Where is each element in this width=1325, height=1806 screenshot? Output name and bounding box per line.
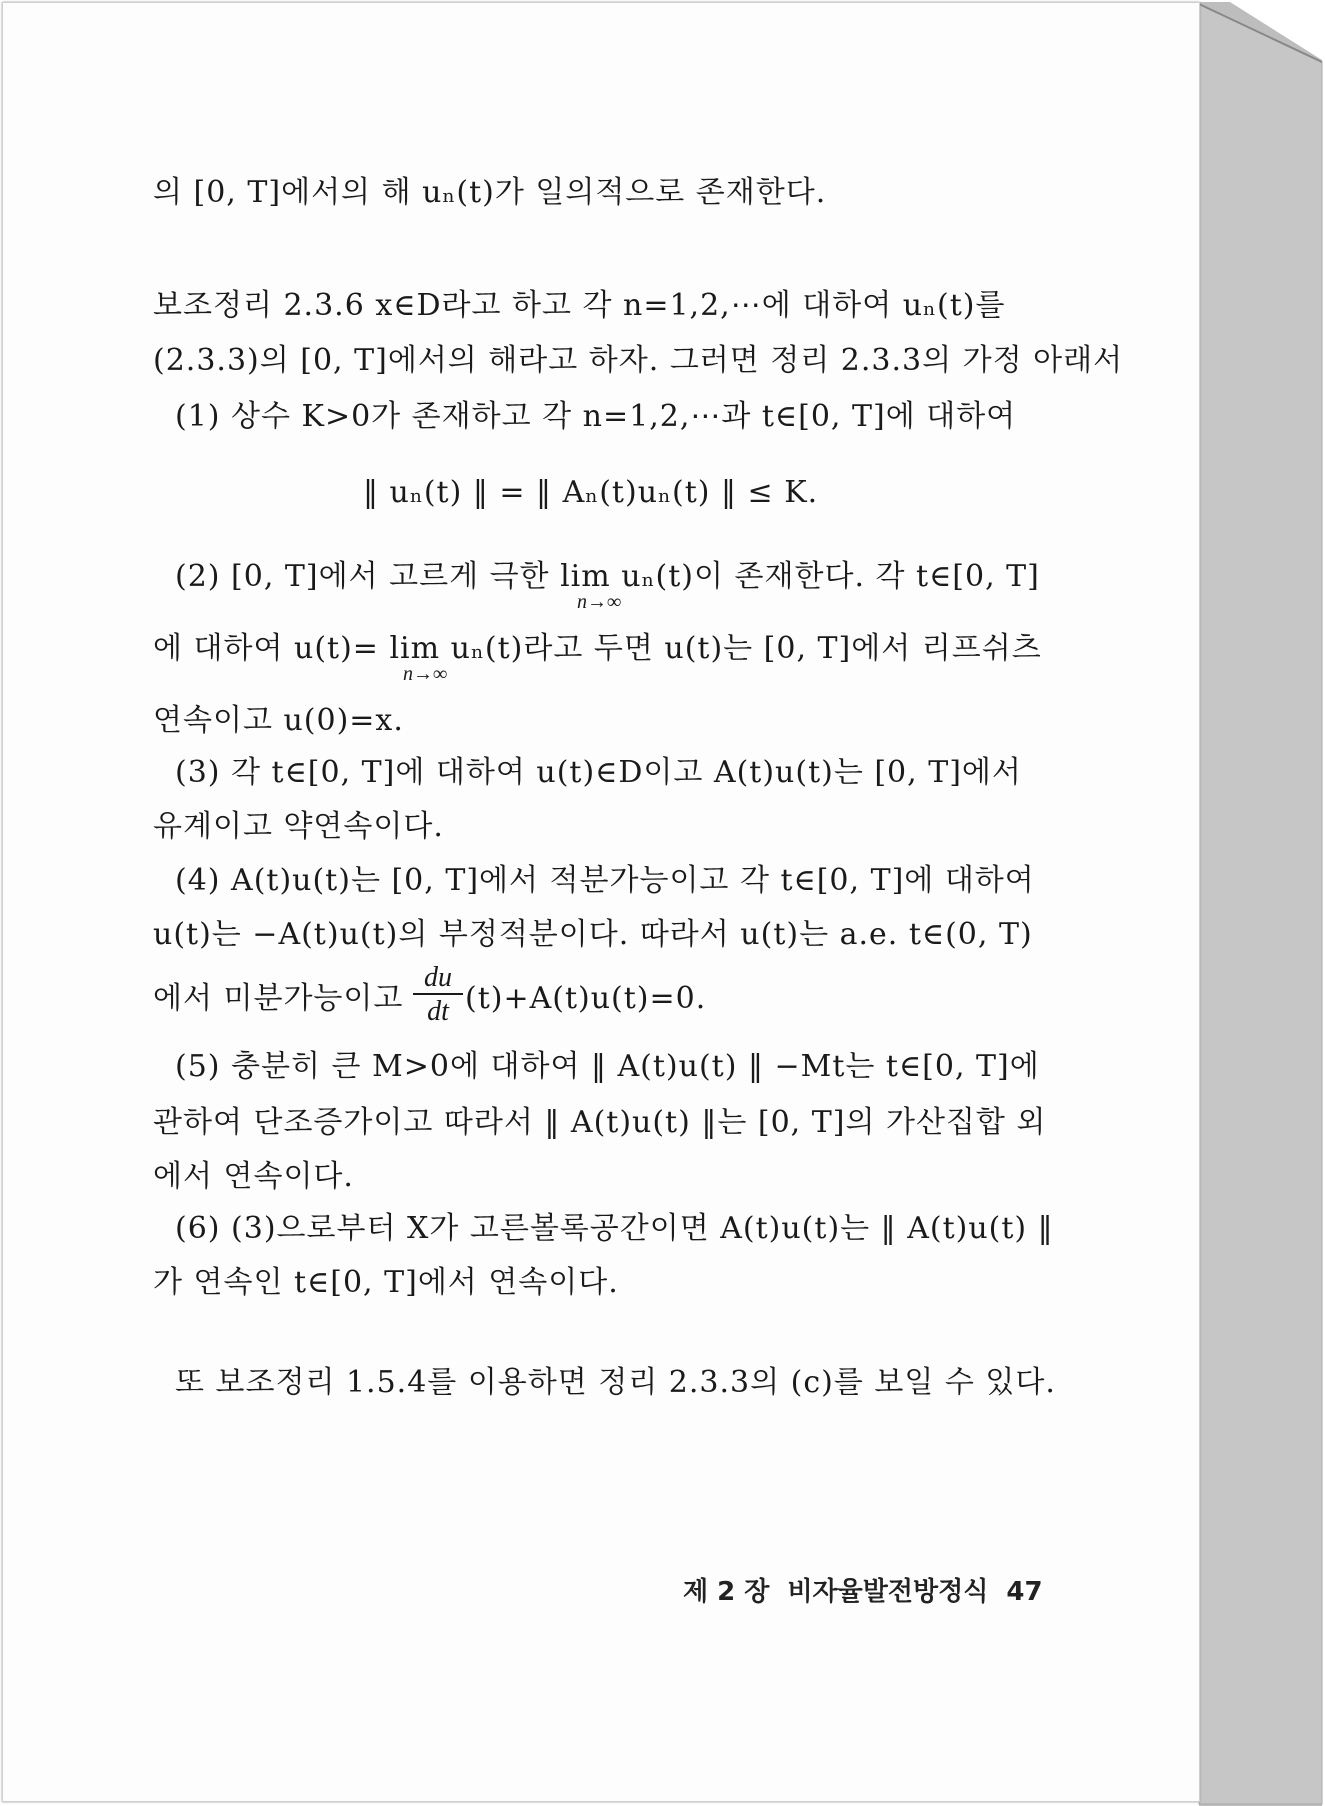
fraction-denominator: dt	[427, 996, 449, 1027]
page-number: 47	[1006, 1577, 1043, 1607]
fraction-numerator: du	[413, 963, 463, 995]
text-line-8: 연속이고 u(0)=x.	[153, 703, 404, 738]
text-line-15: 관하여 단조증가이고 따라서 ‖ A(t)u(t) ‖는 [0, T]의 가산집합 외	[153, 1105, 1047, 1140]
closing-sentence: 또 보조정리 1.5.4를 이용하면 정리 2.3.3의 (c)를 보일 수 있다.	[175, 1365, 1056, 1400]
book-page	[2, 2, 1200, 1802]
footer-chapter-title: 비자율발전방정식	[787, 1577, 989, 1607]
limit-subscript-2: n→∞	[403, 663, 448, 685]
limit-subscript-1: n→∞	[577, 591, 622, 613]
text-line-7: 에 대하여 u(t)= lim uₙ(t)라고 두면 u(t)는 [0, T]에서 리프쉬츠	[153, 631, 1042, 666]
item-3-line: (3) 각 t∈[0, T]에 대하여 u(t)∈D이고 A(t)u(t)는 [0, T]에서	[175, 755, 1022, 790]
lemma-heading-line: 보조정리 2.3.6 x∈D라고 하고 각 n=1,2,⋯에 대하여 uₙ(t)를	[153, 288, 1006, 323]
text-line-18: 가 연속인 t∈[0, T]에서 연속이다.	[153, 1265, 619, 1300]
equation-norm-bound: ‖ uₙ(t) ‖ = ‖ Aₙ(t)uₙ(t) ‖ ≤ K.	[363, 475, 819, 510]
item-6-line: (6) (3)으로부터 X가 고른볼록공간이면 A(t)u(t)는 ‖ A(t)u(t) ‖	[175, 1211, 1054, 1246]
footer-chapter: 제 2 장	[683, 1577, 770, 1607]
text-line-10: 유계이고 약연속이다.	[153, 809, 444, 844]
text-line-12: u(t)는 −A(t)u(t)의 부정적분이다. 따라서 u(t)는 a.e. t∈(0, T)	[153, 917, 1033, 952]
text-line-3: (2.3.3)의 [0, T]에서의 해라고 하자. 그러면 정리 2.3.3의 가정 아래서	[153, 343, 1124, 378]
item-5-line: (5) 충분히 큰 M>0에 대하여 ‖ A(t)u(t) ‖ −Mt는 t∈[0, T]에	[175, 1049, 1040, 1084]
text-line-13a: 에서 미분가능이고	[153, 981, 404, 1016]
text-line-16: 에서 연속이다.	[153, 1159, 354, 1194]
text-line-1: 의 [0, T]에서의 해 uₙ(t)가 일의적으로 존재한다.	[153, 175, 827, 210]
item-4-line: (4) A(t)u(t)는 [0, T]에서 적분가능이고 각 t∈[0, T]에 대하여	[175, 863, 1035, 898]
item-1-line: (1) 상수 K>0가 존재하고 각 n=1,2,⋯과 t∈[0, T]에 대하여	[175, 399, 1017, 434]
item-2-line: (2) [0, T]에서 고르게 극한 lim uₙ(t)이 존재한다. 각 t∈[0, T]	[175, 559, 1040, 594]
page-footer	[683, 1571, 1061, 1608]
text-line-13b: (t)+A(t)u(t)=0.	[465, 981, 707, 1016]
